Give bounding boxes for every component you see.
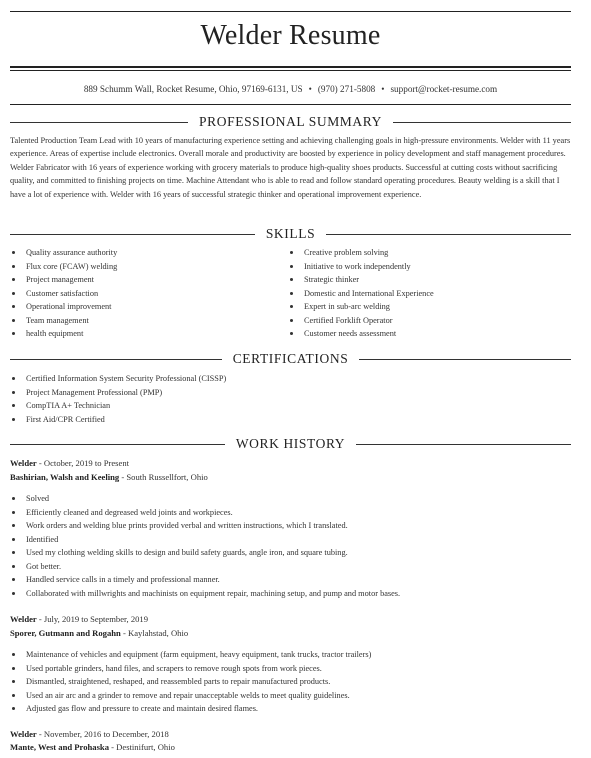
summary-paragraph: Talented Production Team Lead with 10 years of manufacturing experience setting and achieving challenging goals in high-pressure environments. Welder with 11 years experience. Areas of expertise include electronics. Overall morale and productivity are boosted by experience in policy development and staff management procedures. Welder Fabricator with 16 years of experience working with grocery materials to produce high-quality shoes products. Successful at cutting costs without sacrificing quality, and committed to finishing projects on time. Machine Attendant who is able to read and follow standard operating procedures. Beauty welding is a skill that I have a lot of experience with. Welder with 16 years of successful strategic thinker and operational improvement experience.	[10, 136, 571, 199]
dash: -	[36, 458, 44, 468]
skill-item: Expert in sub-arc welding	[288, 300, 434, 314]
skill-item: Domestic and International Experience	[288, 287, 434, 301]
heading-line	[359, 359, 571, 360]
heading-line	[326, 234, 571, 235]
heading-line	[10, 234, 255, 235]
dash: -	[36, 729, 44, 739]
job-duty-item: Dismantled, straightened, reshaped, and reassembled parts to repair manufactured products.	[10, 675, 371, 689]
job-duty-item: Used portable grinders, hand files, and scrapers to remove rough spots from work pieces.	[10, 662, 371, 676]
job-title-line	[10, 457, 129, 471]
contact-address: 889 Schumm Wall, Rocket Resume, Ohio, 97169-6131, US	[83, 84, 303, 94]
dash: -	[36, 614, 44, 624]
section-title: PROFESSIONAL SUMMARY	[199, 114, 382, 129]
dash: -	[119, 472, 127, 482]
skill-item: Operational improvement	[10, 300, 117, 314]
job-location: Kaylahstad, Ohio	[127, 628, 189, 638]
section-title: SKILLS	[265, 226, 316, 241]
job-company: Bashirian, Walsh and Keeling	[10, 472, 120, 482]
header-rule-thick	[10, 66, 571, 68]
job-dates: October, 2019 to Present	[43, 458, 130, 468]
skill-item: Flux core (FCAW) welding	[10, 260, 117, 274]
job-company-line	[10, 471, 208, 485]
certifications-list	[10, 372, 226, 426]
section-title: CERTIFICATIONS	[232, 351, 349, 366]
job-duty-item: Identified	[10, 533, 400, 547]
contact-separator: •	[381, 84, 385, 94]
job-title: Welder	[10, 729, 37, 739]
job-duties-list	[10, 492, 400, 600]
job-duty-item: Solved	[10, 492, 400, 506]
job-duty-item: Handled service calls in a timely and professional manner.	[10, 573, 400, 587]
heading-line	[10, 444, 225, 445]
job-title: Welder	[10, 614, 37, 624]
heading-line	[10, 359, 222, 360]
heading-line	[393, 122, 571, 123]
certification-item: Project Management Professional (PMP)	[10, 386, 226, 400]
job-title-line	[10, 728, 169, 742]
heading-line	[356, 444, 571, 445]
contact-phone[interactable]: (970) 271-5808	[317, 84, 376, 94]
job-title-line	[10, 613, 148, 627]
section-heading-skills	[10, 226, 571, 242]
job-duty-item: Efficiently cleaned and degreased weld joints and workpieces.	[10, 506, 400, 520]
section-title: WORK HISTORY	[235, 436, 346, 451]
resume-title: Welder Resume	[200, 20, 381, 51]
contact-email[interactable]: support@rocket-resume.com	[390, 84, 498, 94]
job-company: Mante, West and Prohaska	[10, 742, 109, 752]
job-company: Sporer, Gutmann and Rogahn	[10, 628, 121, 638]
job-title: Welder	[10, 458, 37, 468]
job-duty-item: Work orders and welding blue prints provided verbal and written instructions, which I translated.	[10, 519, 400, 533]
section-heading-work-history	[10, 436, 571, 452]
job-company-line	[10, 627, 188, 641]
job-duty-item: Adjusted gas flow and pressure to create and maintain desired flames.	[10, 702, 371, 716]
skills-list-right	[288, 246, 434, 341]
section-heading-summary	[10, 114, 571, 130]
skill-item: Project management	[10, 273, 117, 287]
header-rule-thin	[10, 70, 571, 71]
job-duties-list	[10, 648, 371, 716]
contact-line	[0, 84, 581, 94]
contact-rule	[10, 104, 571, 105]
top-rule	[10, 11, 571, 12]
skills-list-left	[10, 246, 117, 341]
certification-item: CompTIA A+ Technician	[10, 399, 226, 413]
certification-item: Certified Information System Security Professional (CISSP)	[10, 372, 226, 386]
job-company-line	[10, 741, 175, 755]
job-duty-item: Maintenance of vehicles and equipment (farm equipment, heavy equipment, tank trucks, tractor trailers)	[10, 648, 371, 662]
skill-item: Team management	[10, 314, 117, 328]
job-dates: July, 2019 to September, 2019	[43, 614, 149, 624]
dash: -	[120, 628, 128, 638]
job-location: Destinifurt, Ohio	[116, 742, 175, 752]
skill-item: Creative problem solving	[288, 246, 434, 260]
certification-item: First Aid/CPR Certified	[10, 413, 226, 427]
job-duty-item: Used an air arc and a grinder to remove and repair unacceptable welds to meet quality guidelines.	[10, 689, 371, 703]
contact-separator: •	[308, 84, 312, 94]
job-location: South Russellfort, Ohio	[126, 472, 208, 482]
skill-item: health equipment	[10, 327, 117, 341]
skill-item: Strategic thinker	[288, 273, 434, 287]
job-duty-item: Collaborated with millwrights and machinists on equipment repair, machining setup, and pump and motor bases.	[10, 587, 400, 601]
skill-item: Customer needs assessment	[288, 327, 434, 341]
dash: -	[109, 742, 117, 752]
skill-item: Certified Forklift Operator	[288, 314, 434, 328]
skill-item: Initiative to work independently	[288, 260, 434, 274]
skill-item: Customer satisfaction	[10, 287, 117, 301]
job-duty-item: Used my clothing welding skills to design and build safety guards, angle iron, and square tubing.	[10, 546, 400, 560]
skill-item: Quality assurance authority	[10, 246, 117, 260]
section-heading-certifications	[10, 351, 571, 367]
job-dates: November, 2016 to December, 2018	[43, 729, 169, 739]
heading-line	[10, 122, 188, 123]
job-duty-item: Got better.	[10, 560, 400, 574]
